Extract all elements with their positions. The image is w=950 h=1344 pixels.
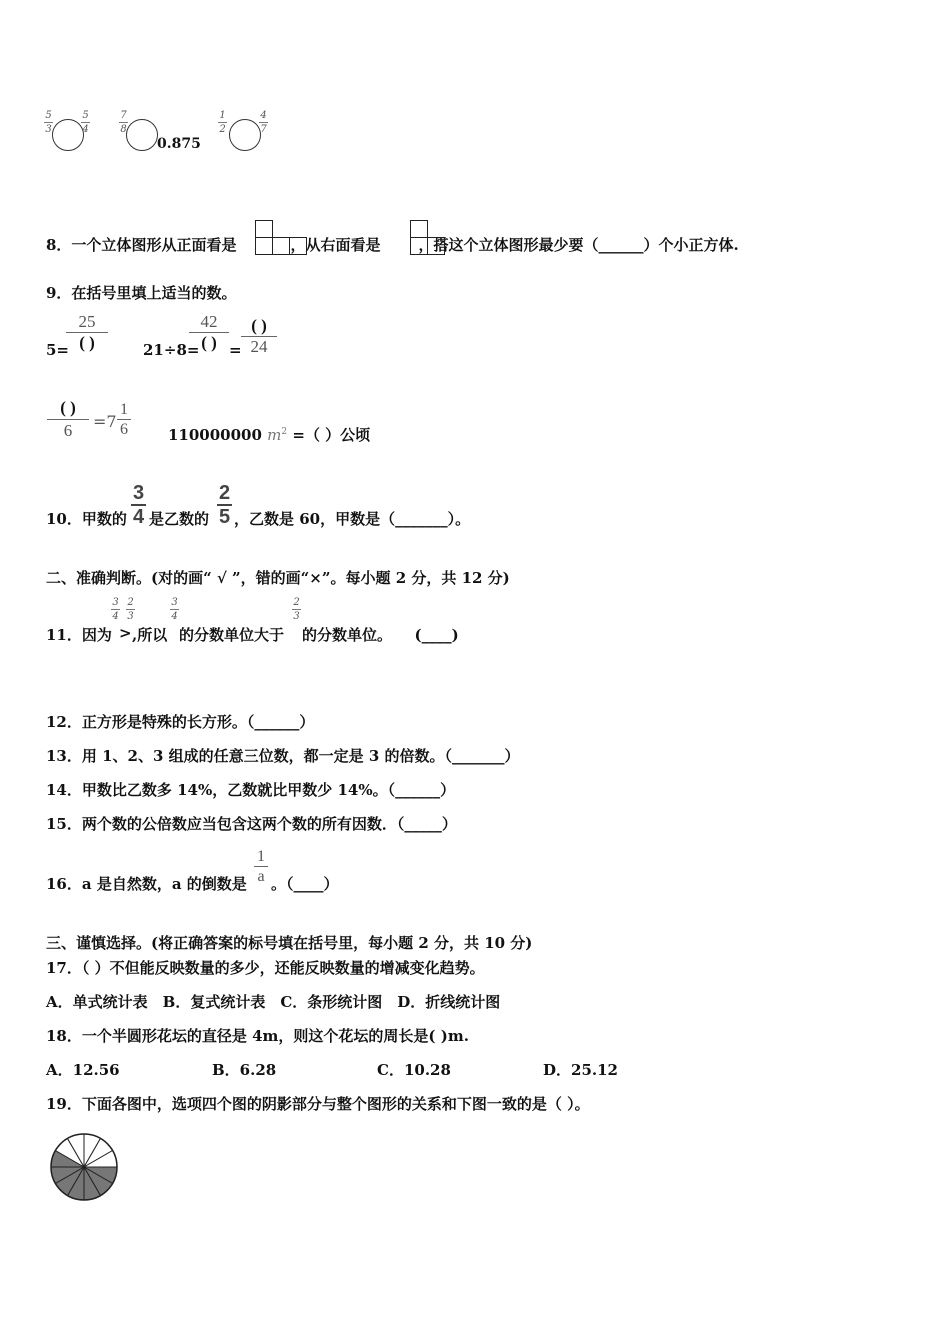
q16-fraction: 1 a <box>254 847 268 886</box>
q16-text-b: 。（____） <box>271 875 339 893</box>
q18-option-a[interactable]: A．12.56 <box>46 1061 120 1079</box>
unit-m: m <box>267 426 282 444</box>
fraction-5-3: 5 3 <box>45 110 52 135</box>
q17-options: A．单式统计表 B．复式统计表 C．条形统计图 D．折线统计图 <box>46 993 501 1011</box>
compare-circle-3[interactable] <box>229 119 261 151</box>
q18-option-c[interactable]: C．10.28 <box>377 1061 451 1079</box>
fraction-7-8: 7 8 <box>120 110 127 135</box>
q9-eq4-right: =（ ）公顷 <box>292 426 371 444</box>
section2-title: 二、准确判断。(对的画“ √ ”，错的画“×”。每小题 2 分，共 12 分) <box>46 569 510 587</box>
compare-circle-2[interactable] <box>126 119 158 151</box>
q9-eq4 <box>168 424 370 445</box>
q8-text-a: 8．一个立体图形从正面看是 <box>46 236 237 254</box>
q9-eq2-fraction1: 42 ( ) <box>189 312 229 353</box>
q17-text: 17．（ ）不但能反映数量的多少，还能反映数量的增减变化趋势。 <box>46 959 485 977</box>
pie-figure <box>48 1132 122 1202</box>
q9-eq2-equals: = <box>229 341 242 359</box>
q11-frac-2-3-b: 2 3 <box>293 597 300 622</box>
right-view-figure <box>410 220 448 256</box>
q9-eq2-left: 21÷8= <box>143 341 200 359</box>
q16-text-a: 16．a 是自然数，a 的倒数是 <box>46 875 247 893</box>
q18-text: 18．一个半圆形花坛的直径是 4m，则这个花坛的周长是( )m. <box>46 1027 469 1045</box>
q11-text-c: 的分数单位大于 <box>179 626 285 644</box>
decimal-0875: 0.875 <box>157 136 201 152</box>
q11-frac-3-4-a: 3 4 <box>112 597 119 622</box>
q10-text-c: ，乙数是 60，甲数是（_______）。 <box>234 510 471 528</box>
front-view-figure <box>255 220 309 256</box>
q10-text-b: 是乙数的 <box>149 510 210 528</box>
q18-option-d[interactable]: D．25.12 <box>543 1061 618 1079</box>
unit-sup: 2 <box>281 427 288 437</box>
q9-eq1-left: 5= <box>46 341 70 359</box>
q10-fraction-2-5: 2 5 <box>218 482 231 528</box>
q8-line <box>46 234 739 255</box>
compare-circle-1[interactable] <box>52 119 84 151</box>
fraction-4-7: 4 7 <box>260 110 267 135</box>
q14: 14．甲数比乙数多 14%，乙数就比甲数少 14%。（______） <box>46 781 456 799</box>
q9-eq2-fraction2: ( ) 24 <box>241 316 277 357</box>
fraction-1-2: 1 2 <box>219 110 226 135</box>
q9-eq3-mixed-fraction: 1 6 <box>117 400 131 439</box>
q11-gt: > <box>119 624 132 642</box>
q11-frac-3-4-b: 3 4 <box>171 597 178 622</box>
q15: 15．两个数的公倍数应当包含这两个数的所有因数．（_____） <box>46 815 457 833</box>
q9-eq4-number: 110000000 <box>168 426 262 444</box>
fraction-5-4: 5 4 <box>82 110 89 135</box>
q9-eq3-equals-7: =7 <box>93 412 117 431</box>
section3-title: 三、谨慎选择。(将正确答案的标号填在括号里，每小题 2 分，共 10 分) <box>46 934 533 952</box>
q9-eq1-fraction: 25 ( ) <box>66 312 108 353</box>
q8-text-b: ，从右面看是 <box>290 236 381 254</box>
q11-text-d: 的分数单位。 (____) <box>302 626 459 644</box>
q9-eq3-fraction: ( ) 6 <box>47 397 89 442</box>
q11-text-a: 11．因为 <box>46 626 112 644</box>
q11-frac-2-3-a: 2 3 <box>127 597 134 622</box>
q12: 12．正方形是特殊的长方形。（______） <box>46 713 315 731</box>
q11-text-b: ,所以 <box>132 626 168 644</box>
q13: 13．用 1、2、3 组成的任意三位数，都一定是 3 的倍数。（_______） <box>46 747 520 765</box>
q18-option-b[interactable]: B．6.28 <box>212 1061 277 1079</box>
q10-text-a: 10．甲数的 <box>46 510 127 528</box>
q19-text: 19．下面各图中，选项四个图的阴影部分与整个图形的关系和下图一致的是（ ）。 <box>46 1095 590 1113</box>
q9-title: 9．在括号里填上适当的数。 <box>46 284 237 302</box>
q8-text-c: ，搭这个立体图形最少要（______）个小正方体. <box>418 236 739 254</box>
q10-fraction-3-4: 3 4 <box>132 482 145 528</box>
